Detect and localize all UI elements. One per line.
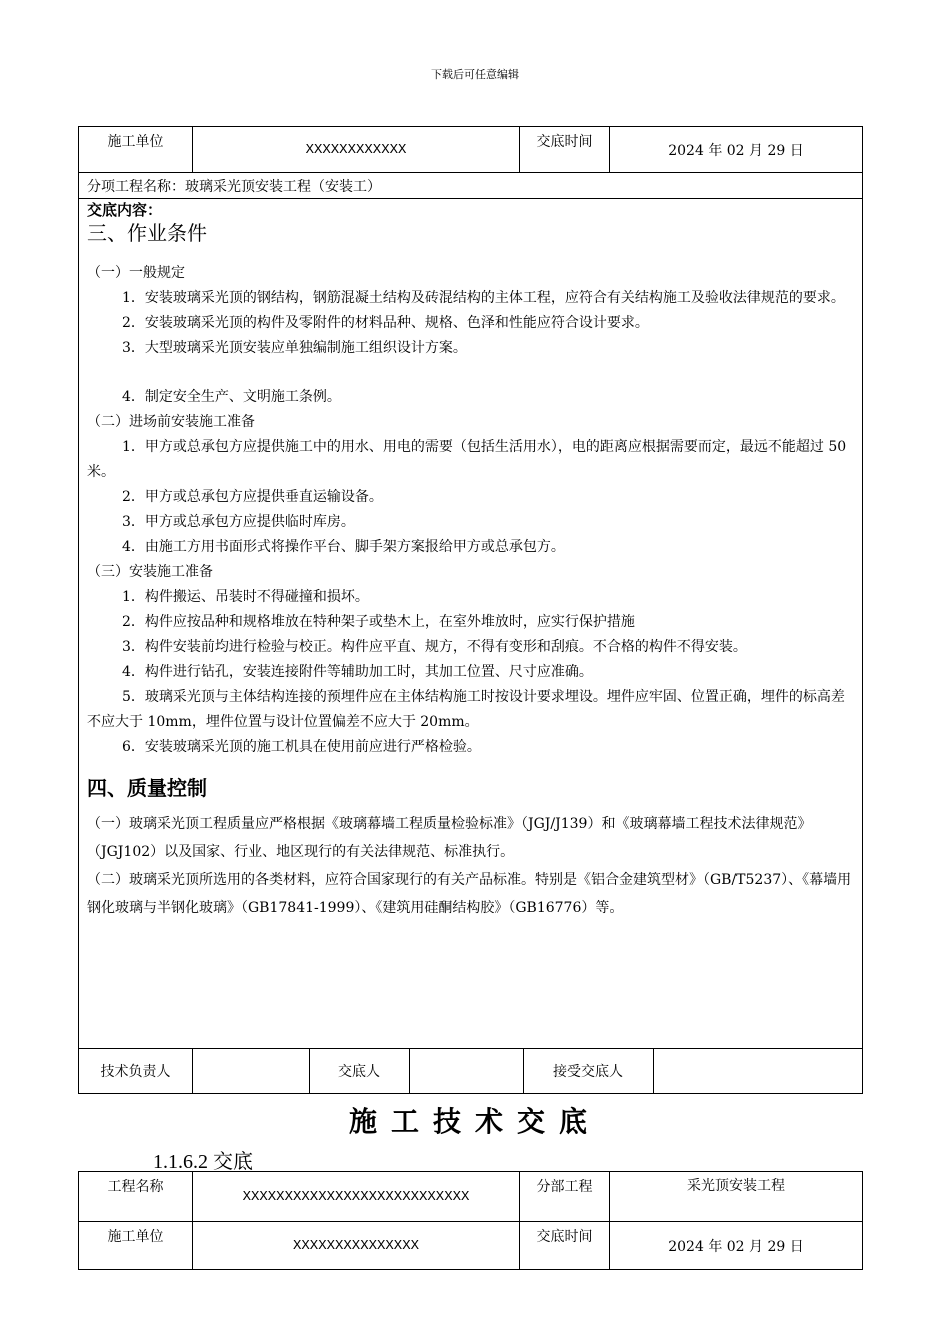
list-item: 1．构件搬运、吊装时不得碰撞和损坏。 (122, 589, 369, 605)
disclosure-table (78, 126, 863, 1094)
division-value: 采光顶安装工程 (610, 1172, 863, 1222)
list-item: 1．甲方或总承包方应提供施工中的用水、用电的需要（包括生活用水），电的距离应根据需要而定，最远不能超过 50 米。 (87, 439, 847, 480)
list-item: 2．甲方或总承包方应提供垂直运输设备。 (122, 489, 383, 505)
list-item: 3．大型玻璃采光顶安装应单独编制施工组织设计方案。 (122, 340, 467, 356)
list-item: （一）玻璃采光顶工程质量应严格根据《玻璃幕墙工程质量检验标准》（JGJ/J139）和《玻璃幕墙工程技术法律规范》（JGJ102）以及国家、行业、地区现行的有关法律规范、标准执行。 (87, 816, 812, 860)
briefer-label: 交底人 (309, 1049, 409, 1093)
list-item: 3．甲方或总承包方应提供临时库房。 (122, 514, 355, 530)
list-item: 2．构件应按品种和规格堆放在特种架子或垫木上，在室外堆放时，应实行保护措施 (122, 614, 635, 630)
subsection-installation: （三）安装施工准备 (87, 564, 213, 580)
disclosure-date-value: 2024 年 02 月 29 日 (610, 1222, 863, 1270)
section-3-title: 三、作业条件 (87, 221, 207, 245)
construction-unit-label: 施工单位 (79, 127, 193, 173)
list-item: （二）玻璃采光顶所选用的各类材料，应符合国家现行的有关产品标准。特别是《铝合金建筑型材》（GB/T5237）、《幕墙用钢化玻璃与半钢化玻璃》（GB17841-1999）、《建筑用硅酮结构胶》（GB16776）等。 (87, 872, 852, 916)
list-item: 4．制定安全生产、文明施工条例。 (122, 389, 341, 405)
tech-lead-label: 技术负责人 (79, 1049, 193, 1094)
receiver-signature (653, 1049, 863, 1093)
subproject-name: 分项工程名称：玻璃采光顶安装工程（安装工） (79, 173, 863, 199)
page-title: 施工技术交底 (348, 1105, 601, 1138)
construction-unit-value: XXXXXXXXXXXX (193, 127, 520, 173)
receiver-label: 接受交底人 (523, 1049, 653, 1093)
briefer-signature (409, 1049, 523, 1093)
project-name-label: 工程名称 (79, 1172, 193, 1222)
list-item: 3．构件安装前均进行检验与校正。构件应平直、规方，不得有变形和刮痕。不合格的构件不得安装。 (122, 639, 747, 655)
list-item: 6．安装玻璃采光顶的施工机具在使用前应进行严格检验。 (122, 739, 481, 755)
division-label: 分部工程 (520, 1172, 610, 1222)
signature-row (193, 1049, 863, 1094)
section-4-title: 四、质量控制 (87, 776, 207, 800)
list-item: 4．构件进行钻孔，安装连接附件等辅助加工时，其加工位置、尺寸应准确。 (122, 664, 593, 680)
section-heading: 1.1.6.2 交底 (153, 1151, 253, 1173)
disclosure-content (79, 199, 863, 1049)
construction-unit-label: 施工单位 (79, 1222, 193, 1270)
disclosure-date-label: 交底时间 (520, 1222, 610, 1270)
content-label: 交底内容： (87, 201, 163, 219)
project-info-table (78, 1171, 863, 1270)
disclosure-date-value: 2024 年 02 月 29 日 (610, 127, 863, 173)
construction-unit-value: XXXXXXXXXXXXXXX (193, 1222, 520, 1270)
subsection-preparation: （二）进场前安装施工准备 (87, 414, 255, 430)
subsection-general: （一）一般规定 (87, 265, 185, 281)
list-item: 5．玻璃采光顶与主体结构连接的预埋件应在主体结构施工时按设计要求埋设。埋件应牢固、位置正确，埋件的标高差不应大于 10mm，埋件位置与设计位置偏差不应大于 20mm。 (87, 689, 845, 730)
list-item: 4．由施工方用书面形式将操作平台、脚手架方案报给甲方或总承包方。 (122, 539, 565, 555)
tech-lead-signature (193, 1049, 309, 1093)
disclosure-date-label: 交底时间 (520, 127, 610, 173)
project-name-value: XXXXXXXXXXXXXXXXXXXXXXXXXXX (193, 1172, 520, 1222)
list-item: 2．安装玻璃采光顶的构件及零附件的材料品种、规格、色泽和性能应符合设计要求。 (122, 315, 649, 331)
header-note: 下载后可任意编辑 (431, 68, 519, 81)
list-item: 1．安装玻璃采光顶的钢结构，钢筋混凝土结构及砖混结构的主体工程，应符合有关结构施工及验收法律规范的要求。 (122, 290, 845, 306)
